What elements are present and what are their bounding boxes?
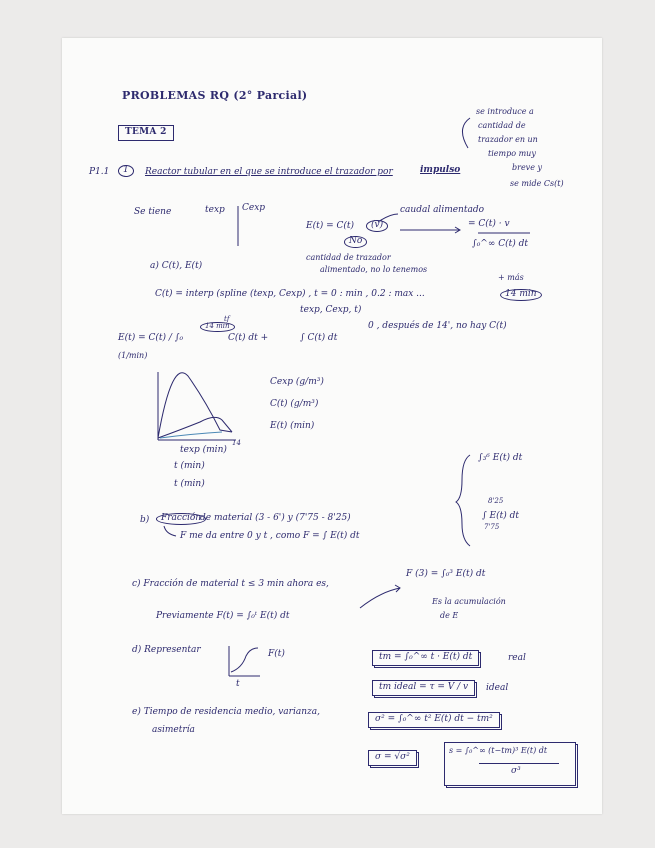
- ft-label: F(t): [268, 649, 285, 659]
- part-b-sub: F me da entre 0 y t , como F = ∫ E(t) dt: [180, 531, 360, 541]
- interp-args: texp, Cexp, t): [300, 305, 362, 315]
- skewness-box: [444, 742, 576, 786]
- x-axis-label-1: texp (min): [180, 445, 227, 455]
- cantidad-note-2: alimentado, no lo tenemos: [320, 265, 428, 274]
- e-result-den: ∫₀^∞ C(t) dt: [472, 239, 528, 249]
- min14-b: 14 min: [200, 322, 235, 332]
- min14-circled: 14 min: [500, 289, 542, 301]
- real-note: real: [508, 653, 526, 663]
- e-int2: ∫ C(t) dt: [300, 333, 338, 343]
- texp-col: texp: [205, 205, 225, 215]
- problem-number: 1: [118, 165, 134, 177]
- previamente: Previamente F(t) = ∫₀ᵗ E(t) dt: [156, 611, 290, 621]
- problem-statement: Reactor tubular en el que se introduce el trazador por: [145, 167, 393, 177]
- ideal-note: ideal: [486, 683, 509, 693]
- fraccion-circled: Fracción: [156, 513, 206, 525]
- problem-code: P1.1: [89, 167, 110, 177]
- x-axis-label-2: t (min): [174, 461, 205, 471]
- part-b-label: b): [140, 515, 150, 525]
- part-e-label-1: e) Tiempo de residencia medio, varianza,: [132, 707, 320, 717]
- e-tail: C(t) dt +: [228, 333, 269, 343]
- part-e-label-2: asimetría: [152, 725, 195, 735]
- despues-note: 0 , después de 14', no hay C(t): [368, 321, 507, 331]
- skew-num: s = ∫₀^∞ (t−tm)³ E(t) dt: [449, 746, 548, 755]
- impulso-word: impulso: [420, 165, 461, 175]
- sigma-box: σ = √σ²: [368, 750, 417, 766]
- page-title: PROBLEMAS RQ (2° Parcial): [122, 89, 308, 102]
- acumulacion-2: de E: [440, 611, 459, 620]
- tm-box: tm = ∫₀^∞ t · E(t) dt: [372, 650, 479, 666]
- curve-ct: [158, 417, 232, 438]
- part-d-label: d) Representar: [132, 645, 201, 655]
- pointer-curve: [462, 118, 470, 148]
- e-eq: E(t) = C(t) / ∫₀: [118, 333, 184, 343]
- tema-badge: TEMA 2: [118, 125, 174, 141]
- e-formula: E(t) = C(t): [306, 221, 354, 231]
- acumulacion-1: Es la acumulación: [432, 597, 506, 606]
- cexp-col: Cexp: [242, 203, 266, 213]
- caudal-note: caudal alimentado: [400, 205, 485, 215]
- curve-cexp: [158, 373, 232, 438]
- variance-box: σ² = ∫₀^∞ t² E(t) dt − tm²: [368, 712, 500, 728]
- part-b-rest: de material (3 - 6') y (7'75 - 8'25): [200, 513, 351, 523]
- skew-den: σ³: [511, 766, 521, 776]
- units-note: (1/min): [118, 351, 148, 360]
- tf-label: tf: [224, 315, 230, 323]
- no-circled: No: [344, 236, 367, 248]
- part-a-label: a) C(t), E(t): [150, 261, 203, 271]
- e-circled-v: (v): [366, 220, 388, 232]
- integral-upper: 8'25: [488, 497, 504, 505]
- e-result-num: = C(t) · v: [468, 219, 510, 229]
- cantidad-note-1: cantidad de trazador: [306, 253, 391, 262]
- curve-et: [160, 432, 222, 438]
- tm-ideal-box: tm ideal = τ = V / v: [372, 680, 475, 696]
- f3-eq: F (3) = ∫₀³ E(t) dt: [406, 569, 486, 579]
- interp-line: C(t) = interp (spline (texp, Cexp) , t = 0 : min , 0.2 : max ...: [155, 289, 425, 299]
- se-tiene-label: Se tiene: [134, 207, 172, 217]
- integral-lower: 7'75: [484, 523, 500, 531]
- x-axis-tick: 14: [232, 439, 241, 447]
- x-axis-label-3: t (min): [174, 479, 205, 489]
- part-c-label: c) Fracción de material t ≤ 3 min ahora es,: [132, 579, 329, 589]
- mas-note: + más: [498, 273, 524, 282]
- t-label: t: [236, 679, 240, 689]
- integral-3-6: ∫₃⁶ E(t) dt: [478, 453, 523, 463]
- integral-7-8: ∫ E(t) dt: [482, 511, 519, 521]
